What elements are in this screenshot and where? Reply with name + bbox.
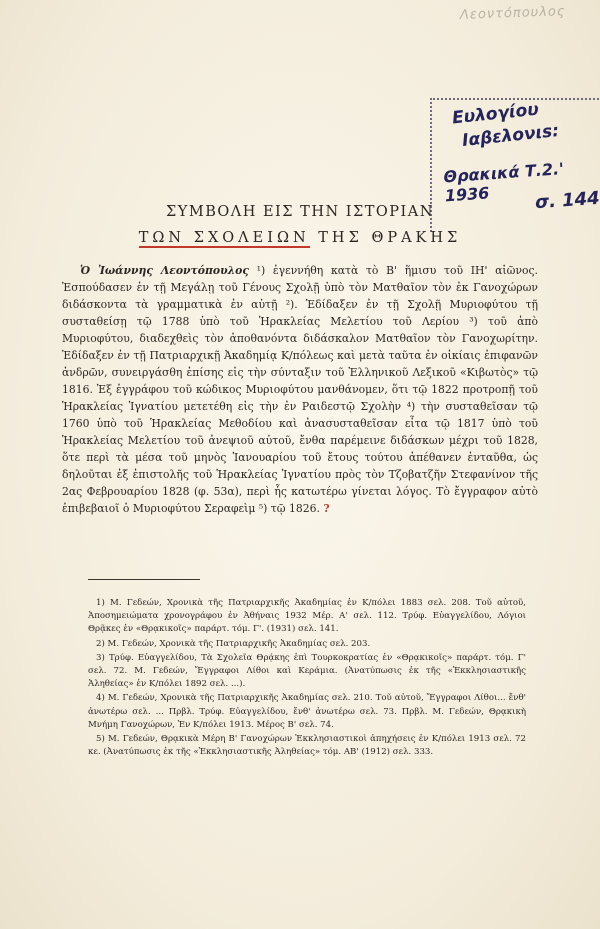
footnote-4: 4) Μ. Γεδεών, Χρονικὰ τῆς Πατριαρχικῆς Ἀκαδημίας σελ. 210. Τοῦ αὐτοῦ, Ἔγγραφοι Λίθοι... ἔνθ' ἀνωτέρω σελ. ... Πρβλ. Τρύφ. Εὐαγγελίδου, ἔνθ' ἀνωτέρω σελ. 73. Πρβλ. Μ. Γεδεών, Θρᾳκικὴ Μνήμη Γανοχώρων, Ἐν Κ/πόλει 1913. Μέρος Β' σελ. 74. — [88, 693, 526, 730]
title-underlined-phrase: ΤΩΝ ΣΧΟΛΕΙΩΝ — [138, 230, 310, 246]
article-title-line2 — [0, 230, 600, 246]
catalog-note-line4: σ. 144 — [534, 187, 600, 214]
handwritten-question-mark: ? — [323, 502, 330, 515]
footnote-3: 3) Τρύφ. Εὐαγγελίδου, Τὰ Σχολεῖα Θρᾴκης ἐπὶ Τουρκοκρατίας ἐν «Θρᾳκικοῖς» παράρτ. τόμ. Γ' σελ. 72. Μ. Γεδεών, Ἔγγραφοι Λίθοι καὶ Κεράμια. (Ἀνατύπωσις ἐκ τῆς «Ἐκκλησιαστικῆς Ἀληθείας» ἐν Κ/πόλει 1892 σελ. ...). — [88, 652, 526, 690]
article-body — [62, 262, 538, 517]
article-title-line1: ΣΥΜΒΟΛΗ ΕΙΣ ΤΗΝ ΙΣΤΟΡΙΑΝ — [166, 204, 434, 220]
catalog-note-line2: Ιαβελονιs: — [461, 120, 560, 152]
catalog-note-line1: Ευλογίου — [451, 99, 540, 129]
footnote-1: 1) Μ. Γεδεών, Χρονικὰ τῆς Πατριαρχικῆς Ἀκαδημίας ἐν Κ/πόλει 1883 σελ. 208. Τοῦ αὐτοῦ, Ἀποσημειώματα χρονογράφου ἐν Ἀθήναις 1932 Μέρ. Α' σελ. 112. Τρύφ. Εὐαγγελίδου, Λόγιοι Θρᾷκες ἐν «Θρᾳκικοῖς» παράρτ. τόμ. Γ'. (1931) σελ. 141. — [88, 598, 526, 635]
handwritten-name-note: Λεοντόπουλος — [459, 4, 566, 23]
footnote-2: 2) Μ. Γεδεών, Χρονικὰ τῆς Πατριαρχικῆς Ἀκαδημίας σελ. 203. — [96, 638, 371, 649]
body-text: ¹) ἐγεννήθη κατὰ τὸ Β' ἥμισυ τοῦ ΙΗ' αἰῶνος. Ἐσπούδασεν ἐν τῇ Μεγάλῃ τοῦ Γένους Σχολῇ ὑπὸ τὸν Ματθαῖον τὸν ἐκ Γανοχώρων διδάσκοντα τὰ γραμματικὰ ἐν αὐτῇ ²). Ἐδίδαξεν ἐν τῇ Σχολῇ Μυριοφύτου τῇ συσταθείσῃ τῷ 1788 ὑπὸ τοῦ Ἡρακλείας Μελετίου τοῦ Λερίου ³) τοῦ ἀπὸ Μυριοφύτου, διαδεχθεὶς τὸν ἀποθανόντα διδάσκαλον Ματθαῖον τὸν Γανοχωρίτην. Ἐδίδαξεν ἐν τῇ Πατριαρχικῇ Ἀκαδημίᾳ Κ/πόλεως καὶ μετὰ ταῦτα ἐν οἰκίαις ἐπιφανῶν ἀνδρῶν, συνειργάσθη ἐπίσης εἰς τὴν σύνταξιν τοῦ Ἑλληνικοῦ Λεξικοῦ «Κιβωτὸς» τῷ 1816. Ἐξ ἐγγράφου τοῦ κώδικος Μυριοφύτου μανθάνομεν, ὅτι τῷ 1822 προτροπῇ τοῦ Ἡρακλείας Ἰγνατίου μετετέθη εἰς τὴν ἐν Ραιδεστῷ Σχολὴν ⁴) τὴν συσταθεῖσαν τῷ 1760 ὑπὸ τοῦ Ἡρακλείας Μεθοδίου καὶ ἀνασυσταθεῖσαν εἶτα τῷ 1817 ὑπὸ τοῦ Ἡρακλείας Μελετίου τοῦ ἀνεψιοῦ αὐτοῦ, ἔνθα παρέμεινε διδάσκων μέχρι τοῦ 1828, ὅτε περὶ τὰ μέσα τοῦ μηνὸς Ἰανουαρίου τοῦ ἔτους τούτου ἀπέθανεν ἐνταῦθα, ὡς δηλοῦται ἐξ ἐπιστολῆς τοῦ Ἡρακλείας Ἰγνατίου πρὸς τὸν Τζοβατζῆν Στεφανίνον τῆς 2ας Φεβρουαρίου 1828 (φ. 53α), περὶ ἧς κατωτέρω γίνεται λόγος. Τὸ ἔγγραφον αὐτὸ ἐπιβεβαιοῖ ὁ Μυριοφύτου Σεραφεὶμ ⁵) τῷ 1826. — [62, 264, 538, 515]
footnotes — [88, 597, 526, 760]
title-rest: ΤΗΣ ΘΡΑΚΗΣ — [309, 230, 462, 246]
footnote-divider — [88, 579, 200, 580]
body-paragraph — [62, 262, 538, 517]
catalog-note-line3: Θρακικά Τ.2.' 1936 — [442, 159, 565, 206]
subject-name: Ὁ Ἰωάννης Λεοντόπουλος — [80, 264, 249, 277]
footnote-5: 5) Μ. Γεδεών, Θρᾳκικὰ Μέρη Β' Γανοχώρων Ἐκκλησιαστικοὶ ἀπηχήσεις ἐν Κ/πόλει 1913 σελ. 72 κε. (Ἀνατύπωσις ἐκ τῆς «Ἐκκλησιαστικῆς Ἀληθείας» τόμ. ΑΒ' (1912) σελ. 333. — [88, 734, 526, 758]
